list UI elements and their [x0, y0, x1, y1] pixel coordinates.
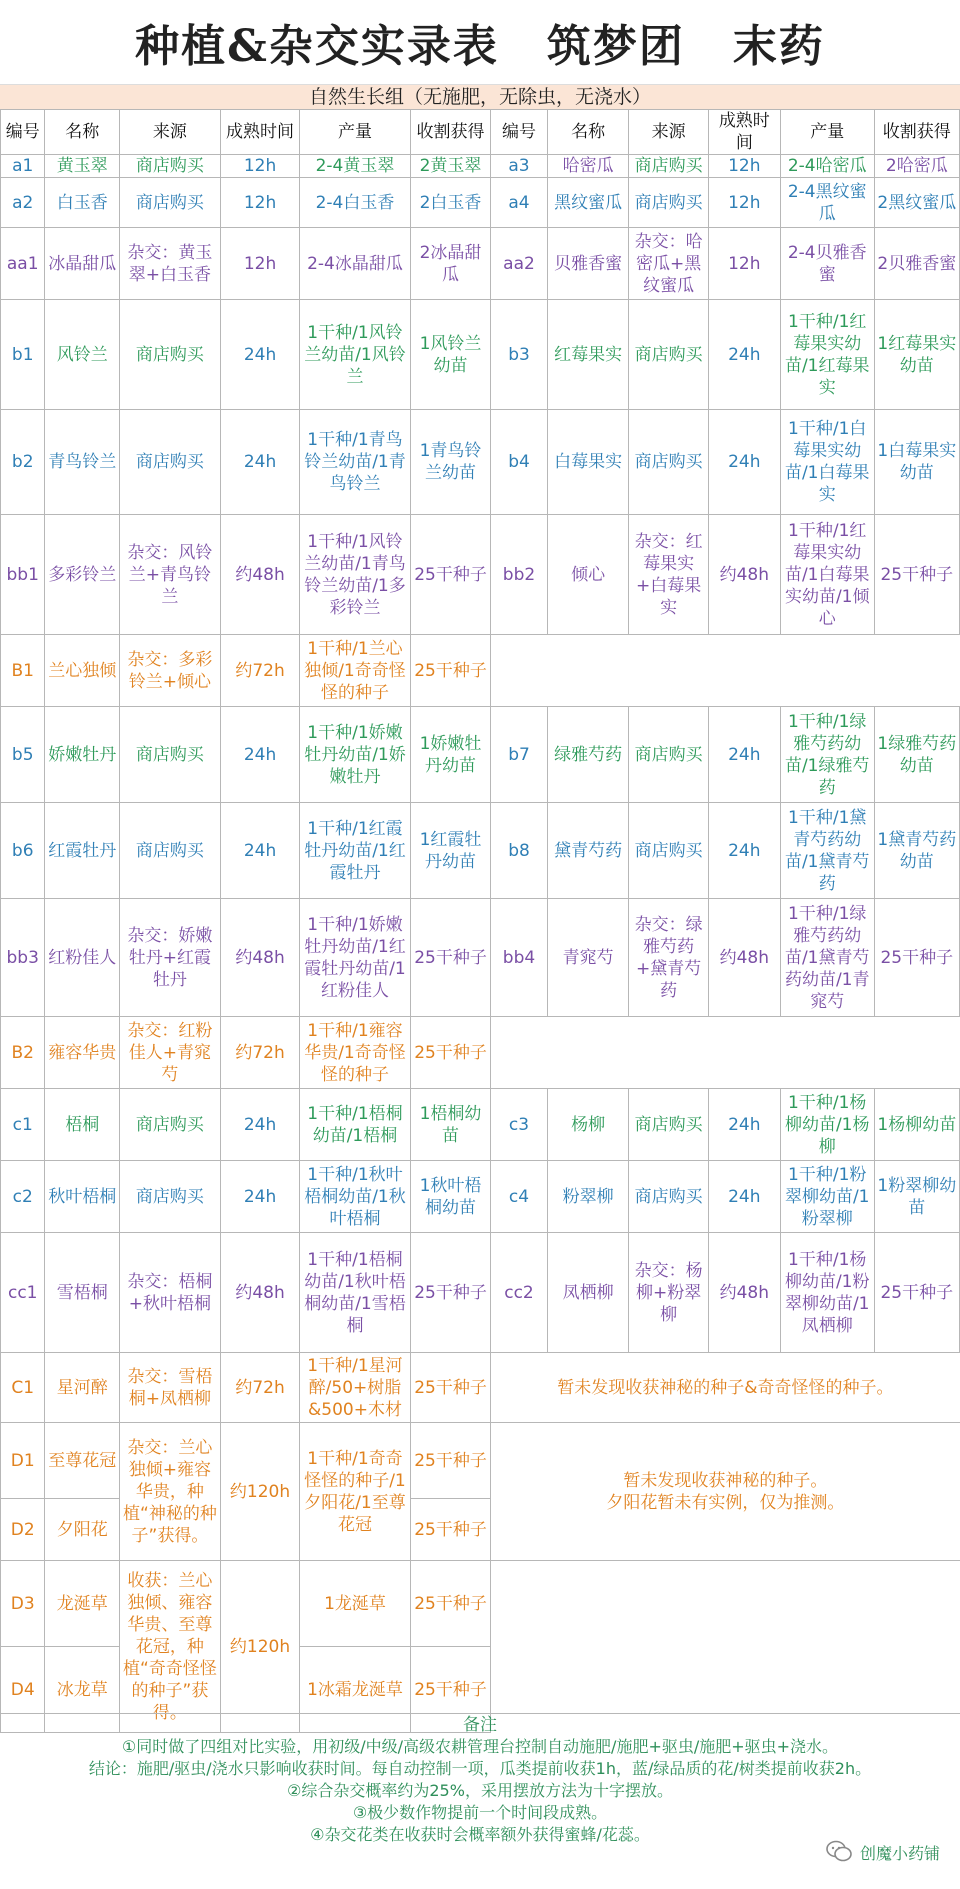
cell-yield: 1干种/1娇嫩牡丹幼苗/1红霞牡丹幼苗/1红粉佳人	[300, 899, 411, 1017]
empty-cell	[491, 1017, 960, 1089]
col-header: 产量	[780, 110, 874, 155]
cell-yield: 1干种/1风铃兰幼苗/1风铃兰	[300, 300, 411, 410]
cell-yield: 2-4黄玉翠	[300, 155, 411, 178]
cell-source: 商店购买	[119, 410, 220, 515]
cell-id: bb3	[1, 899, 45, 1017]
note-line: ①同时做了四组对比实验，用初级/中级/高级农耕管理台控制自动施肥/施肥+驱虫/施肥+驱虫+浇水。	[121, 1737, 839, 1756]
cell-source: 杂交：风铃兰+青鸟铃兰	[119, 515, 220, 635]
cell-name: 娇嫩牡丹	[45, 707, 120, 803]
cell-yield: 1干种/1红霞牡丹幼苗/1红霞牡丹	[300, 803, 411, 899]
cell-harvest: 1红莓果实幼苗	[874, 300, 959, 410]
cell-harvest: 2黄玉翠	[410, 155, 491, 178]
table-row	[1, 1089, 960, 1161]
brand-name: 创魔小药铺	[859, 1843, 940, 1863]
cell-yield: 1干种/1杨柳幼苗/1粉翠柳幼苗/1凤栖柳	[780, 1233, 874, 1353]
note-cell: 暂未发现收获神秘的种子&奇奇怪怪的种子。	[491, 1353, 960, 1423]
cell-source: 杂交：红莓果实+白莓果实	[629, 515, 708, 635]
cell-id: bb2	[491, 515, 547, 635]
cell-source: 商店购买	[629, 410, 708, 515]
table-row	[1, 228, 960, 300]
cell-name: 红霞牡丹	[45, 803, 120, 899]
cell-harvest: 25干种子	[410, 1499, 491, 1561]
cell-harvest: 25干种子	[410, 1561, 491, 1647]
cell-yield: 1干种/1雍容华贵/1奇奇怪怪的种子	[300, 1017, 411, 1089]
cell-yield: 1干种/1梧桐幼苗/1梧桐	[300, 1089, 411, 1161]
cell-source: 杂交：杨柳+粉翠柳	[629, 1233, 708, 1353]
cell-source: 杂交：兰心独倾+雍容华贵，种植“神秘的种子”获得。	[119, 1423, 220, 1561]
cell-name: 白玉香	[45, 178, 120, 228]
cell-name: 黛青芍药	[547, 803, 629, 899]
cell-name: 青窕芍	[547, 899, 629, 1017]
cell-id: a2	[1, 178, 45, 228]
cell-name: 红粉佳人	[45, 899, 120, 1017]
cell-name: 至尊花冠	[45, 1423, 120, 1499]
cell-name: 白莓果实	[547, 410, 629, 515]
cell-yield: 1干种/1娇嫩牡丹幼苗/1娇嫩牡丹	[300, 707, 411, 803]
cell-id: c3	[491, 1089, 547, 1161]
cell-name: 倾心	[547, 515, 629, 635]
group-banner: 自然生长组（无施肥，无除虫，无浇水）	[0, 84, 960, 109]
cell-source: 商店购买	[119, 1161, 220, 1233]
cell-harvest: 2哈密瓜	[874, 155, 959, 178]
cell-source: 杂交：雪梧桐+凤栖柳	[119, 1353, 220, 1423]
cell-source: 收获：兰心独倾、雍容华贵、至尊花冠，种植“奇奇怪怪的种子”获得。	[119, 1561, 220, 1733]
cell-id: bb1	[1, 515, 45, 635]
table-row	[1, 178, 960, 228]
cell-name: 杨柳	[547, 1089, 629, 1161]
team-name: 筑梦团	[546, 21, 685, 72]
cell-time: 24h	[220, 300, 299, 410]
table-row	[1, 1423, 960, 1499]
cell-harvest: 1白莓果实幼苗	[874, 410, 959, 515]
table-row	[1, 1161, 960, 1233]
wechat-icon	[826, 1840, 852, 1867]
cell-time: 12h	[708, 155, 780, 178]
cell-name: 冰龙草	[45, 1647, 120, 1733]
cell-harvest: 1红霞牡丹幼苗	[410, 803, 491, 899]
cell-harvest: 25干种子	[874, 1233, 959, 1353]
cell-name: 黑纹蜜瓜	[547, 178, 629, 228]
cell-yield: 1干种/1红莓果实幼苗/1白莓果实幼苗/1倾心	[780, 515, 874, 635]
cell-id: b4	[491, 410, 547, 515]
cell-harvest: 1秋叶梧桐幼苗	[410, 1161, 491, 1233]
cell-name: 雍容华贵	[45, 1017, 120, 1089]
cell-name: 多彩铃兰	[45, 515, 120, 635]
cell-time: 24h	[708, 803, 780, 899]
cell-time: 12h	[708, 178, 780, 228]
col-header: 成熟时间	[220, 110, 299, 155]
col-header: 名称	[45, 110, 120, 155]
cell-name: 哈密瓜	[547, 155, 629, 178]
cell-source: 商店购买	[629, 178, 708, 228]
cell-source: 杂交：黄玉翠+白玉香	[119, 228, 220, 300]
cell-harvest: 2黑纹蜜瓜	[874, 178, 959, 228]
cell-time: 约48h	[220, 899, 299, 1017]
cell-name: 秋叶梧桐	[45, 1161, 120, 1233]
cell-harvest: 25干种子	[410, 515, 491, 635]
page-title	[0, 0, 960, 84]
cell-harvest: 25干种子	[410, 1353, 491, 1423]
cell-name: 凤栖柳	[547, 1233, 629, 1353]
cell-id: B2	[1, 1017, 45, 1089]
cell-harvest: 1绿雅芍药幼苗	[874, 707, 959, 803]
cell-time: 约48h	[220, 515, 299, 635]
cell-id: b2	[1, 410, 45, 515]
cell-id: a1	[1, 155, 45, 178]
cell-time: 12h	[220, 178, 299, 228]
cell-name: 黄玉翠	[45, 155, 120, 178]
cell-yield: 1干种/1秋叶梧桐幼苗/1秋叶梧桐	[300, 1161, 411, 1233]
cell-name: 绿雅芍药	[547, 707, 629, 803]
cell-harvest: 2冰晶甜瓜	[410, 228, 491, 300]
cell-yield: 1干种/1兰心独倾/1奇奇怪怪的种子	[300, 635, 411, 707]
cell-yield: 2-4白玉香	[300, 178, 411, 228]
cell-id: b8	[491, 803, 547, 899]
cell-harvest: 25干种子	[410, 899, 491, 1017]
cell-harvest: 25干种子	[410, 1233, 491, 1353]
cell-source: 商店购买	[119, 155, 220, 178]
note-line: 结论：施肥/驱虫/浇水只影响收获时间。每自动控制一项，瓜类提前收获1h，蓝/绿品质的花/树类提前收获2h。	[88, 1759, 872, 1778]
cell-id: c2	[1, 1161, 45, 1233]
cell-harvest: 25干种子	[410, 1647, 491, 1733]
col-header: 产量	[300, 110, 411, 155]
cell-time: 约72h	[220, 1017, 299, 1089]
table-row	[1, 410, 960, 515]
cell-id: c4	[491, 1161, 547, 1233]
col-header: 成熟时间	[708, 110, 780, 155]
cell-yield: 2-4哈密瓜	[780, 155, 874, 178]
cell-yield: 1龙涎草	[300, 1561, 411, 1647]
cell-time: 约120h	[220, 1423, 299, 1561]
cell-id: cc2	[491, 1233, 547, 1353]
cell-id: D2	[1, 1499, 45, 1561]
table-row	[1, 1561, 960, 1647]
cell-source: 杂交：红粉佳人+青窕芍	[119, 1017, 220, 1089]
table-row	[1, 707, 960, 803]
cell-id: D4	[1, 1647, 45, 1733]
table-row	[1, 1233, 960, 1353]
cell-yield: 1干种/1白莓果实幼苗/1白莓果实	[780, 410, 874, 515]
cell-time: 约120h	[220, 1561, 299, 1733]
note-line: ②综合杂交概率约为25%，采用摆放方法为十字摆放。	[287, 1781, 673, 1800]
cell-harvest: 1梧桐幼苗	[410, 1089, 491, 1161]
cell-id: C1	[1, 1353, 45, 1423]
cell-name: 梧桐	[45, 1089, 120, 1161]
cell-time: 24h	[220, 410, 299, 515]
cell-yield: 1干种/1风铃兰幼苗/1青鸟铃兰幼苗/1多彩铃兰	[300, 515, 411, 635]
table-row	[1, 803, 960, 899]
table-row	[1, 899, 960, 1017]
cell-yield: 1干种/1青鸟铃兰幼苗/1青鸟铃兰	[300, 410, 411, 515]
cell-time: 12h	[708, 228, 780, 300]
cell-yield: 2-4贝雅香蜜	[780, 228, 874, 300]
brand-watermark	[826, 1840, 940, 1867]
cell-harvest: 25干种子	[874, 899, 959, 1017]
cell-yield: 2-4冰晶甜瓜	[300, 228, 411, 300]
cell-name: 粉翠柳	[547, 1161, 629, 1233]
cell-name: 红莓果实	[547, 300, 629, 410]
cell-time: 24h	[220, 1089, 299, 1161]
cell-time: 24h	[708, 707, 780, 803]
cell-yield: 1干种/1星河醉/50+树脂&500+木材	[300, 1353, 411, 1423]
cell-time: 约48h	[708, 899, 780, 1017]
cell-name: 雪梧桐	[45, 1233, 120, 1353]
cell-yield: 2-4黑纹蜜瓜	[780, 178, 874, 228]
table-row	[1, 300, 960, 410]
cell-id: cc1	[1, 1233, 45, 1353]
cell-source: 商店购买	[119, 1089, 220, 1161]
col-header: 来源	[119, 110, 220, 155]
cell-source: 杂交：哈密瓜+黑纹蜜瓜	[629, 228, 708, 300]
cell-time: 24h	[708, 1161, 780, 1233]
cell-time: 约48h	[220, 1233, 299, 1353]
cell-source: 杂交：多彩铃兰+倾心	[119, 635, 220, 707]
cell-source: 商店购买	[119, 707, 220, 803]
cell-harvest: 25干种子	[410, 1423, 491, 1499]
cell-source: 商店购买	[629, 707, 708, 803]
cell-name: 兰心独倾	[45, 635, 120, 707]
cell-time: 约72h	[220, 1353, 299, 1423]
cell-harvest: 25干种子	[410, 1017, 491, 1089]
cell-id: b5	[1, 707, 45, 803]
cell-id: D3	[1, 1561, 45, 1647]
cell-source: 商店购买	[119, 803, 220, 899]
cell-time: 24h	[708, 300, 780, 410]
cell-harvest: 1娇嫩牡丹幼苗	[410, 707, 491, 803]
cell-harvest: 25干种子	[410, 635, 491, 707]
cell-id: a3	[491, 155, 547, 178]
cell-time: 24h	[220, 803, 299, 899]
cell-source: 商店购买	[629, 1161, 708, 1233]
cell-harvest: 1风铃兰幼苗	[410, 300, 491, 410]
cell-yield: 1干种/1绿雅芍药幼苗/1黛青芍药幼苗/1青窕芍	[780, 899, 874, 1017]
cell-name: 冰晶甜瓜	[45, 228, 120, 300]
cell-yield: 1干种/1绿雅芍药幼苗/1绿雅芍药	[780, 707, 874, 803]
cell-source: 商店购买	[629, 155, 708, 178]
empty-cell	[491, 635, 960, 707]
cell-name: 星河醉	[45, 1353, 120, 1423]
table-row	[1, 155, 960, 178]
cell-time: 24h	[220, 1161, 299, 1233]
col-header: 编号	[491, 110, 547, 155]
record-table	[0, 109, 960, 1733]
cell-harvest: 2贝雅香蜜	[874, 228, 959, 300]
cell-name: 龙涎草	[45, 1561, 120, 1647]
col-header: 编号	[1, 110, 45, 155]
cell-source: 杂交：绿雅芍药+黛青芍药	[629, 899, 708, 1017]
cell-time: 24h	[220, 707, 299, 803]
cell-harvest: 1杨柳幼苗	[874, 1089, 959, 1161]
cell-yield: 1冰霜龙涎草	[300, 1647, 411, 1733]
cell-harvest: 25干种子	[874, 515, 959, 635]
cell-id: B1	[1, 635, 45, 707]
cell-id: a4	[491, 178, 547, 228]
note-cell	[491, 1423, 960, 1561]
cell-source: 商店购买	[119, 300, 220, 410]
col-header: 来源	[629, 110, 708, 155]
title-text: 种植&杂交实录表	[135, 21, 499, 72]
author-name: 末药	[732, 21, 825, 72]
cell-name: 贝雅香蜜	[547, 228, 629, 300]
cell-harvest: 1粉翠柳幼苗	[874, 1161, 959, 1233]
cell-yield: 1干种/1奇奇怪怪的种子/1夕阳花/1至尊花冠	[300, 1423, 411, 1561]
table-row	[1, 515, 960, 635]
cell-time: 约72h	[220, 635, 299, 707]
cell-time: 约48h	[708, 515, 780, 635]
cell-source: 商店购买	[629, 1089, 708, 1161]
cell-yield: 1干种/1杨柳幼苗/1杨柳	[780, 1089, 874, 1161]
cell-yield: 1干种/1黛青芍药幼苗/1黛青芍药	[780, 803, 874, 899]
notes-section	[0, 1713, 960, 1889]
cell-id: D1	[1, 1423, 45, 1499]
cell-time: 12h	[220, 228, 299, 300]
notes-title: 备注	[463, 1715, 497, 1735]
cell-source: 商店购买	[119, 178, 220, 228]
table-row	[1, 1353, 960, 1423]
cell-id: aa2	[491, 228, 547, 300]
cell-source: 杂交：娇嫩牡丹+红霞牡丹	[119, 899, 220, 1017]
cell-source: 杂交：梧桐+秋叶梧桐	[119, 1233, 220, 1353]
table-header	[1, 110, 960, 155]
note-line: ④杂交花类在收获时会概率额外获得蜜蜂/花蕊。	[310, 1825, 650, 1844]
cell-harvest: 1黛青芍药幼苗	[874, 803, 959, 899]
col-header: 收割获得	[410, 110, 491, 155]
note-line: ③极少数作物提前一个时间段成熟。	[352, 1803, 608, 1822]
cell-yield: 1干种/1红莓果实幼苗/1红莓果实	[780, 300, 874, 410]
cell-yield: 1干种/1粉翠柳幼苗/1粉翠柳	[780, 1161, 874, 1233]
cell-harvest: 1青鸟铃兰幼苗	[410, 410, 491, 515]
cell-id: aa1	[1, 228, 45, 300]
cell-name: 青鸟铃兰	[45, 410, 120, 515]
cell-harvest: 2白玉香	[410, 178, 491, 228]
table-row	[1, 635, 960, 707]
cell-id: bb4	[491, 899, 547, 1017]
note-line: 夕阳花暂未有实例，仅为推测。	[606, 1492, 845, 1513]
cell-source: 商店购买	[629, 803, 708, 899]
empty-cell	[491, 1561, 960, 1733]
cell-source: 商店购买	[629, 300, 708, 410]
cell-id: b1	[1, 300, 45, 410]
cell-time: 24h	[708, 1089, 780, 1161]
cell-id: b7	[491, 707, 547, 803]
table-row	[1, 1017, 960, 1089]
cell-id: b6	[1, 803, 45, 899]
cell-time: 24h	[708, 410, 780, 515]
col-header: 名称	[547, 110, 629, 155]
note-line: 暂未发现收获神秘的种子。	[623, 1470, 828, 1491]
cell-name: 夕阳花	[45, 1499, 120, 1561]
cell-id: c1	[1, 1089, 45, 1161]
cell-yield: 1干种/1梧桐幼苗/1秋叶梧桐幼苗/1雪梧桐	[300, 1233, 411, 1353]
col-header: 收割获得	[874, 110, 959, 155]
cell-name: 风铃兰	[45, 300, 120, 410]
cell-time: 约48h	[708, 1233, 780, 1353]
cell-id: b3	[491, 300, 547, 410]
cell-time: 12h	[220, 155, 299, 178]
